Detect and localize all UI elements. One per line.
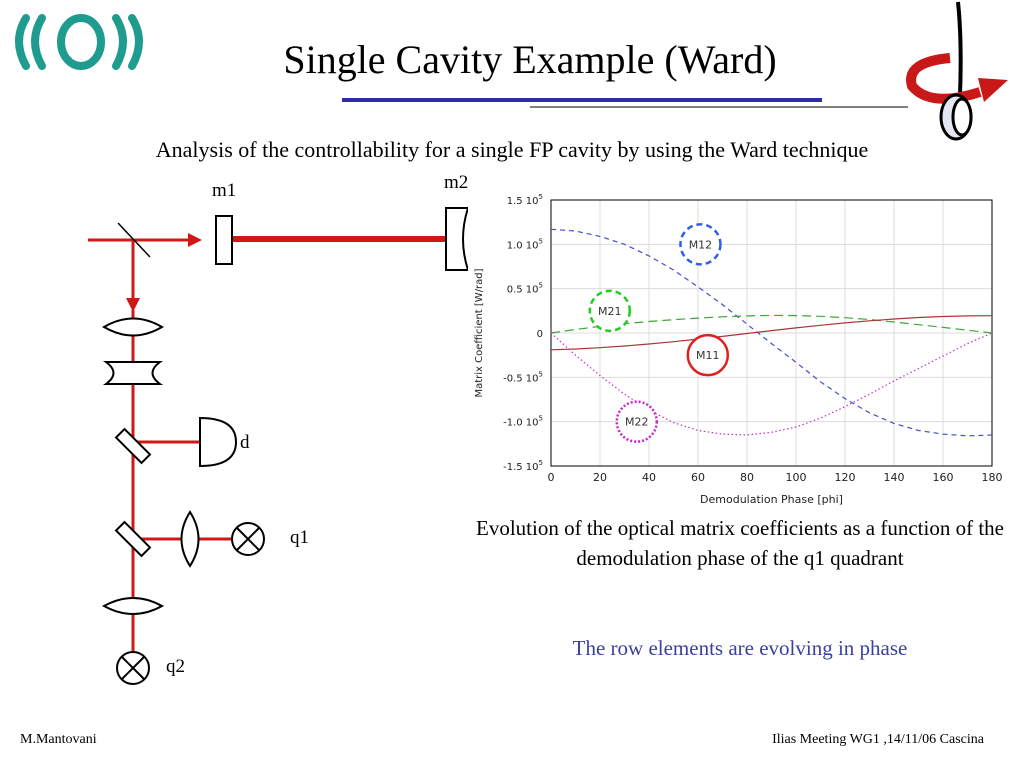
concave-lens: [106, 362, 160, 384]
y-tick-label: -1.5 $10^5$: [503, 459, 543, 473]
beam-arrow-down: [126, 298, 140, 312]
label-d: d: [240, 432, 250, 453]
x-tick-label: 60: [691, 471, 705, 484]
annotation-label-m22: M22: [625, 415, 649, 429]
detector-q2: [117, 652, 149, 684]
label-q2: q2: [166, 656, 185, 677]
x-tick-label: 100: [785, 471, 807, 484]
page-title: Single Cavity Example (Ward): [283, 37, 777, 82]
convex-lens-3: [104, 598, 162, 614]
x-tick-label: 160: [932, 471, 954, 484]
label-m1: m1: [212, 180, 237, 201]
subtitle: Analysis of the controllability for a single FP cavity by using the Ward technique: [155, 137, 869, 162]
optical-setup-diagram: [0, 160, 480, 700]
annotation-label-m12: M12: [688, 238, 713, 252]
mirror-m1: [216, 216, 232, 264]
convex-lens-1: [104, 319, 162, 336]
chart-caption: Evolution of the optical matrix coefficients as a function of the demodulation phase of the q1 quadrant: [476, 516, 1004, 570]
x-axis-label: Demodulation Phase [phi]: [700, 493, 843, 506]
y-tick-label: -1.0 $10^5$: [503, 414, 543, 429]
annotation-label-m11: M11: [696, 349, 720, 363]
label-q1: q1: [290, 527, 309, 548]
x-tick-label: 80: [740, 471, 754, 484]
footer-author: M.Mantovani: [20, 732, 97, 747]
x-tick-label: 120: [834, 471, 856, 484]
y-tick-label: -0.5 $10^5$: [503, 370, 543, 385]
detector-q1: [232, 523, 264, 555]
x-tick-label: 40: [642, 471, 656, 484]
footer-event: Ilias Meeting WG1 ,14/11/06 Cascina: [772, 732, 984, 747]
photodiode-d: [200, 418, 236, 466]
y-tick-label: 1.0 $10^5$: [506, 237, 543, 252]
y-axis-label: Matrix Coefficient [W/rad]: [474, 268, 485, 398]
annotation-label-m21: M21: [598, 304, 622, 318]
y-tick-label: 0: [536, 329, 543, 340]
y-tick-label: 0.5 $10^5$: [506, 281, 543, 296]
x-tick-label: 0: [547, 471, 555, 484]
x-tick-label: 180: [981, 471, 1003, 484]
mirror-m2: [446, 208, 468, 270]
convex-lens-2: [182, 512, 199, 566]
x-tick-label: 20: [593, 471, 607, 484]
title-underline: [330, 96, 920, 110]
label-m2: m2: [444, 172, 469, 193]
phase-note: The row elements are evolving in phase: [572, 636, 908, 660]
chart: [468, 182, 1008, 512]
beam-arrow-right: [188, 233, 202, 247]
y-tick-label: 1.5 $10^5$: [506, 193, 543, 207]
x-tick-label: 140: [883, 471, 905, 484]
